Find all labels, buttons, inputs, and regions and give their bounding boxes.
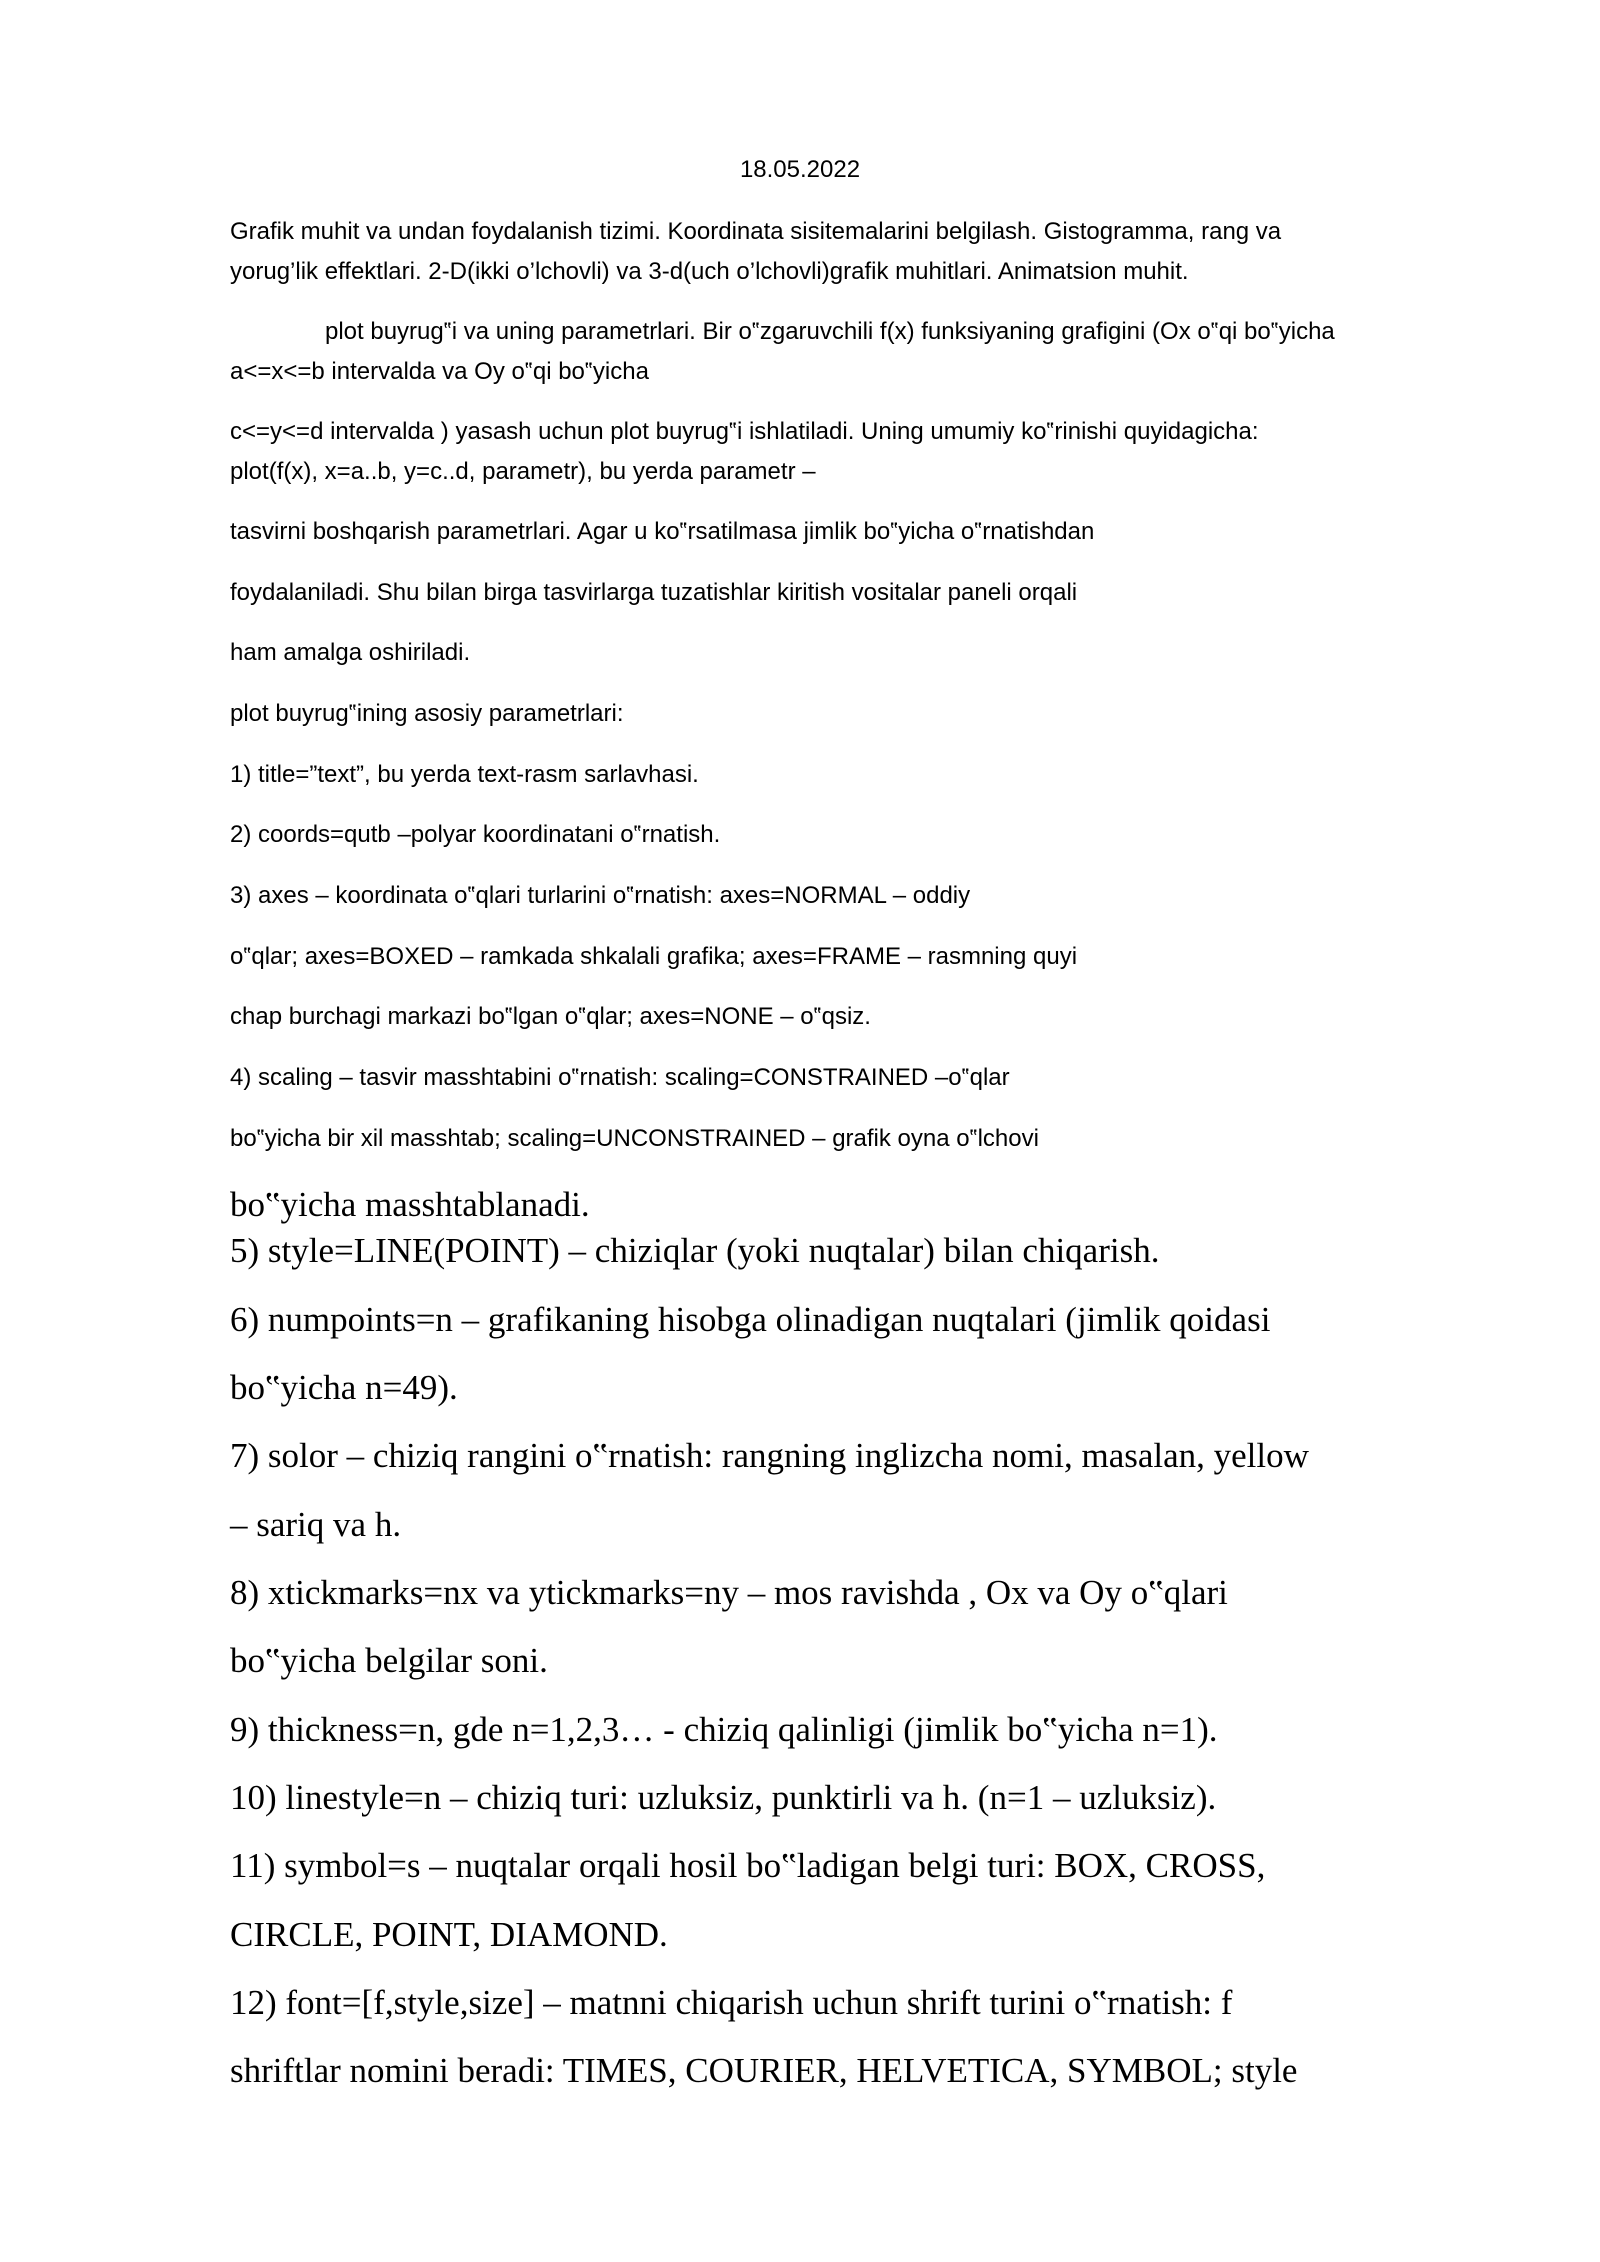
text-line: yorug’lik effektlari. 2-D(ikki o’lchovli) va 3-d(uch o’lchovli)grafik muhitlari. Animatsion muhit. [230, 258, 1189, 285]
text-line: 10) linestyle=n – chiziq turi: uzluksiz, punktirli va h. (n=1 – uzluksiz). [230, 1778, 1217, 1817]
text-line: CIRCLE, POINT, DIAMOND. [230, 1915, 668, 1954]
text-line: 7) solor – chiziq rangini o‟rnatish: rangning inglizcha nomi, masalan, yellow [230, 1436, 1309, 1475]
text-line: 8) xtickmarks=nx va ytickmarks=ny – mos ravishda , Ox va Oy o‟qlari [230, 1573, 1228, 1612]
text-line: – sariq va h. [230, 1505, 402, 1544]
text-line: foydalaniladi. Shu bilan birga tasvirlarga tuzatishlar kiritish vositalar paneli orqali [230, 579, 1078, 606]
document-date: 18.05.2022 [739, 156, 861, 183]
text-line: 2) coords=qutb –polyar koordinatani o‟rnatish. [230, 821, 721, 848]
text-line: bo‟yicha belgilar soni. [230, 1641, 548, 1680]
text-line: 4) scaling – tasvir masshtabini o‟rnatish: scaling=CONSTRAINED –o‟qlar [230, 1064, 1010, 1091]
text-line: chap burchagi markazi bo‟lgan o‟qlar; axes=NONE – o‟qsiz. [230, 1003, 871, 1030]
text-line: ham amalga oshiriladi. [230, 639, 471, 666]
text-line: 11) symbol=s – nuqtalar orqali hosil bo‟ladigan belgi turi: BOX, CROSS, [230, 1846, 1266, 1885]
text-line: plot buyrug‟i va uning parametrlari. Bir o‟zgaruvchili f(x) funksiyaning grafigini (Ox o‟qi bo‟yicha [325, 318, 1335, 345]
text-line: 3) axes – koordinata o‟qlari turlarini o‟rnatish: axes=NORMAL – oddiy [230, 882, 971, 909]
text-line: 5) style=LINE(POINT) – chiziqlar (yoki nuqtalar) bilan chiqarish. [230, 1231, 1160, 1270]
text-line: 1) title=”text”, bu yerda text-rasm sarlavhasi. [230, 761, 699, 788]
text-line: bo‟yicha masshtablanadi. [230, 1185, 590, 1224]
text-line: Grafik muhit va undan foydalanish tizimi. Koordinata sisitemalarini belgilash. Gistogramma, rang va [230, 218, 1282, 245]
text-line: shriftlar nomini beradi: TIMES, COURIER, HELVETICA, SYMBOL; style [230, 2051, 1298, 2090]
text-line: a<=x<=b intervalda va Oy o‟qi bo‟yicha [230, 358, 649, 385]
text-line: plot buyrug‟ining asosiy parametrlari: [230, 700, 624, 727]
text-line: 12) font=[f,style,size] – matnni chiqarish uchun shrift turini o‟rnatish: f [230, 1983, 1233, 2022]
text-line: bo‟yicha bir xil masshtab; scaling=UNCONSTRAINED – grafik oyna o‟lchovi [230, 1125, 1039, 1152]
text-line: 9) thickness=n, gde n=1,2,3… - chiziq qalinligi (jimlik bo‟yicha n=1). [230, 1710, 1218, 1749]
text-line: c<=y<=d intervalda ) yasash uchun plot buyrug‟i ishlatiladi. Uning umumiy ko‟rinishi quyidagicha: [230, 418, 1259, 445]
text-line: tasvirni boshqarish parametrlari. Agar u ko‟rsatilmasa jimlik bo‟yicha o‟rnatishdan [230, 518, 1095, 545]
text-line: plot(f(x), x=a..b, y=c..d, parametr), bu yerda parametr – [230, 458, 816, 485]
text-line: bo‟yicha n=49). [230, 1368, 458, 1407]
text-line: 6) numpoints=n – grafikaning hisobga olinadigan nuqtalari (jimlik qoidasi [230, 1300, 1271, 1339]
text-line: o‟qlar; axes=BOXED – ramkada shkalali grafika; axes=FRAME – rasmning quyi [230, 943, 1078, 970]
